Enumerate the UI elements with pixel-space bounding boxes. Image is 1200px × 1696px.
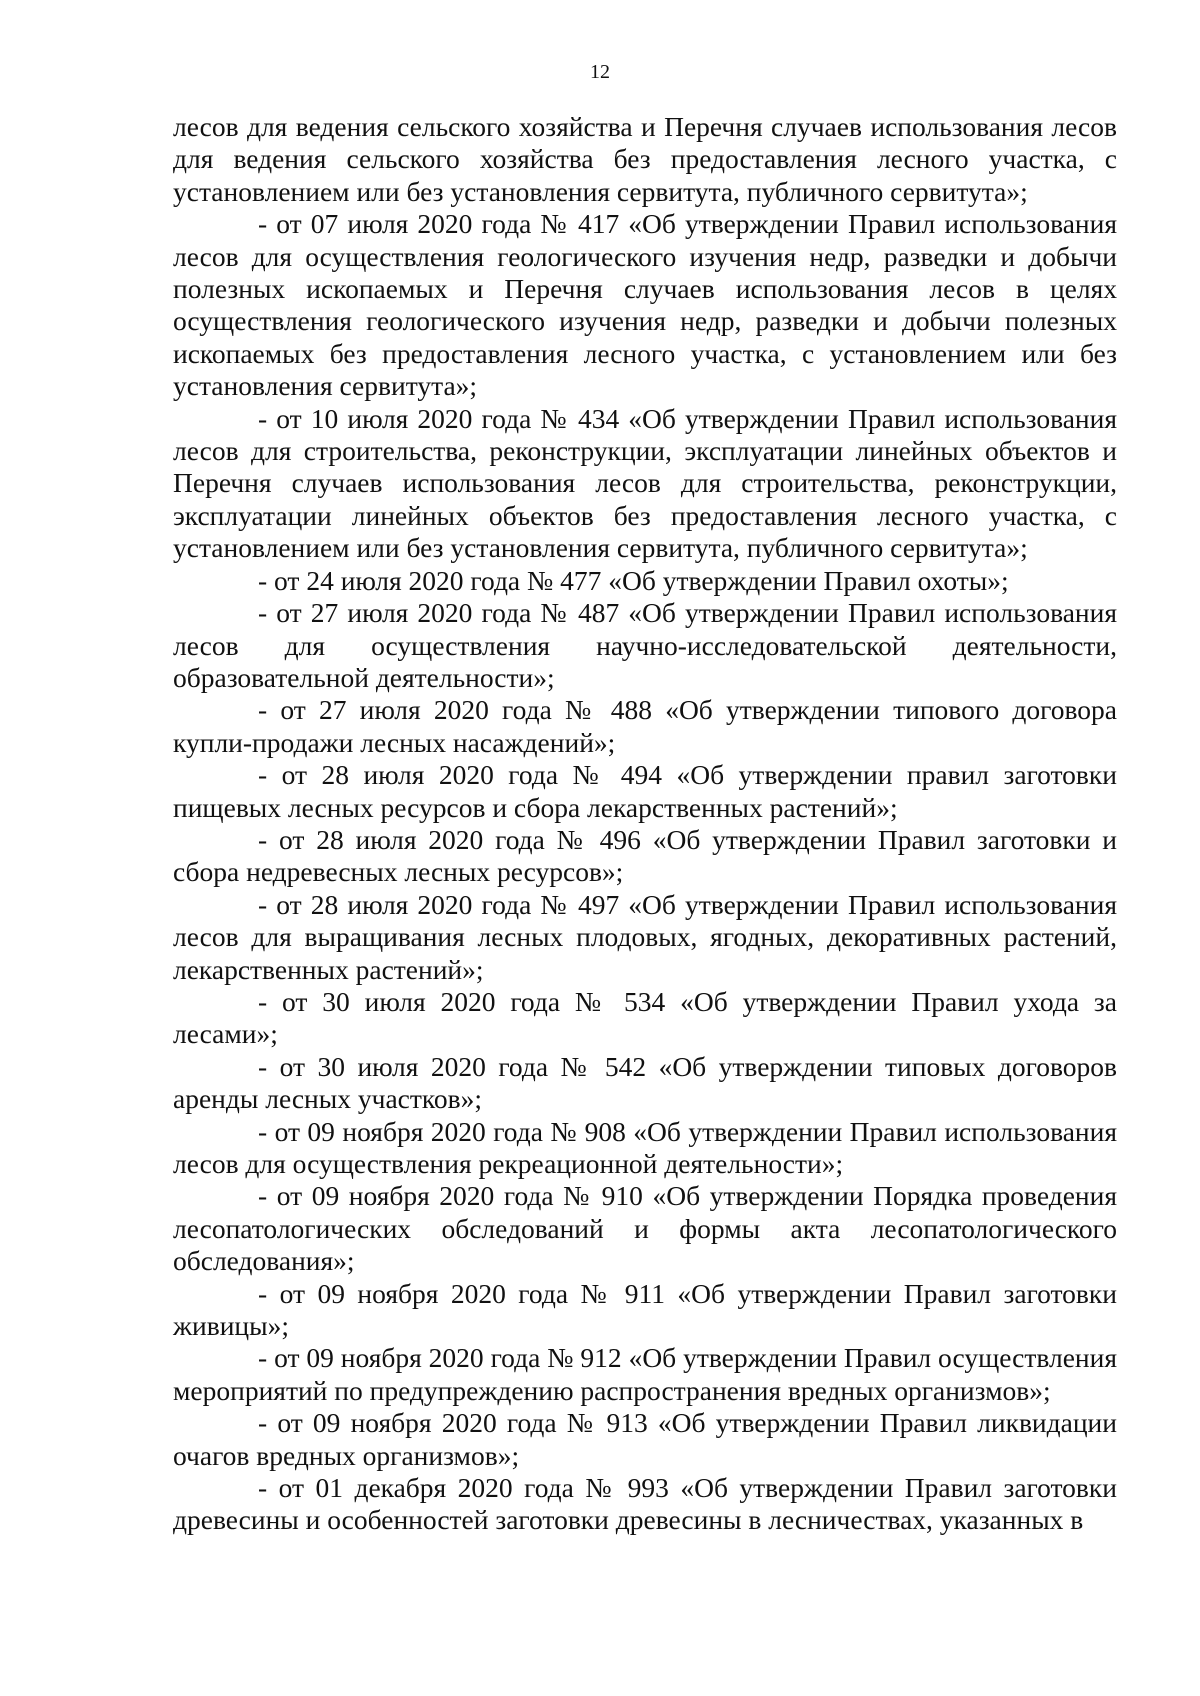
list-item-decree-542: - от 30 июля 2020 года № 542 «Об утверждении типовых договоров аренды лесных участков»; <box>173 1050 1117 1115</box>
page-number: 12 <box>590 61 610 83</box>
list-item-decree-488: - от 27 июля 2020 года № 488 «Об утверждении типового договора купли-продажи лесных насаждений»; <box>173 694 1117 758</box>
list-item-decree-417: - от 07 июля 2020 года № 417 «Об утверждении Правил использования лесов для осуществления геологического изучения недр, разведки и добычи полезных ископаемых и Перечня случаев использования лесов в целях осуществления геологического изучения недр, разведки и добычи полезных ископаемых без предоставления лесного участка, с установлением или без установления сервитута»; <box>173 208 1117 402</box>
paragraph-continuation: лесов для ведения сельского хозяйства и Перечня случаев использования лесов для ведения сельского хозяйства без предоставления лесного участка, с установлением или без установления сервитута, публичного сервитута»; <box>173 111 1117 207</box>
list-item-decree-487: - от 27 июля 2020 года № 487 «Об утверждении Правил использования лесов для осуществления научно-исследовательской деятельности, образовательной деятельности»; <box>173 597 1117 693</box>
list-item-decree-434: - от 10 июля 2020 года № 434 «Об утверждении Правил использования лесов для строительства, реконструкции, эксплуатации линейных объектов и Перечня случаев использования лесов для строительства, реконструкции, эксплуатации линейных объектов без предоставления лесного участка, с установлением или без установления сервитута, публичного сервитута»; <box>173 402 1117 564</box>
list-item-decree-910: - от 09 ноября 2020 года № 910 «Об утверждении Порядка проведения лесопатологических обследований и формы акта лесопатологического обследования»; <box>173 1180 1117 1277</box>
list-item-decree-497: - от 28 июля 2020 года № 497 «Об утверждении Правил использования лесов для выращивания лесных плодовых, ягодных, декоративных растений, лекарственных растений»; <box>173 888 1117 985</box>
list-item-decree-477: - от 24 июля 2020 года № 477 «Об утверждении Правил охоты»; <box>258 564 1009 596</box>
list-item-decree-912: - от 09 ноября 2020 года № 912 «Об утверждении Правил осуществления мероприятий по предупреждению распространения вредных организмов»; <box>173 1342 1117 1406</box>
list-item-decree-911: - от 09 ноября 2020 года № 911 «Об утверждении Правил заготовки живицы»; <box>173 1277 1117 1342</box>
list-item-decree-908: - от 09 ноября 2020 года № 908 «Об утверждении Правил использования лесов для осуществления рекреационной деятельности»; <box>173 1115 1117 1179</box>
document-body <box>173 111 1117 1537</box>
list-item-decree-494: - от 28 июля 2020 года № 494 «Об утверждении правил заготовки пищевых лесных ресурсов и сбора лекарственных растений»; <box>173 759 1117 823</box>
list-item-decree-534: - от 30 июля 2020 года № 534 «Об утверждении Правил ухода за лесами»; <box>173 985 1117 1050</box>
list-item-decree-496: - от 28 июля 2020 года № 496 «Об утверждении Правил заготовки и сбора недревесных лесных ресурсов»; <box>173 823 1117 888</box>
list-item-decree-913: - от 09 ноября 2020 года № 913 «Об утверждении Правил ликвидации очагов вредных организмов»; <box>173 1407 1117 1471</box>
list-item-decree-993: - от 01 декабря 2020 года № 993 «Об утверждении Правил заготовки древесины и особенностей заготовки древесины в лесничествах, указанных в <box>173 1472 1117 1536</box>
